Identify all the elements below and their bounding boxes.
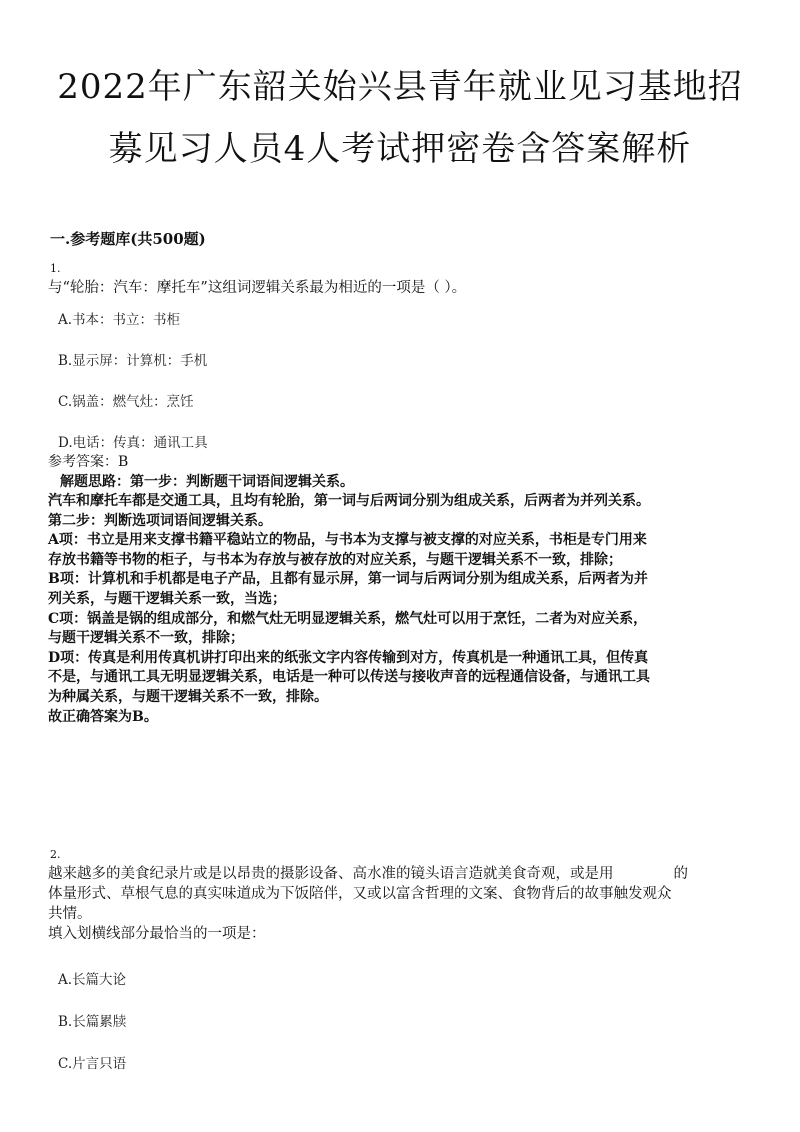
question-number: 2. [50,848,61,861]
explanation-line: 故正确答案为B。 [48,708,158,725]
question-1 [48,262,758,727]
option-list [48,970,758,1074]
question-text-part: 的 [673,866,688,882]
question-text: 与“轮胎：汽车：摩托车”这组词逻辑关系最为相近的一项是（ ）。 [48,280,467,296]
option-b: B.长篇累牍 [58,1014,127,1030]
question-prompt: 填入划横线部分最恰当的一项是： [48,926,266,942]
option-list [48,310,758,453]
title-line-1: 2022年广东韶关始兴县青年就业见习基地招 [57,67,743,107]
explanation-line: 存放书籍等书物的柜子，与书本为存放与被存放的对应关系，与题干逻辑关系不一致，排除； [48,551,622,568]
question-text: 共情。 [48,906,92,922]
question-2 [48,848,758,1096]
answer-block [48,453,758,727]
title-line-2: 募见习人员4人考试押密卷含答案解析 [108,129,692,169]
fill-in-blank [614,864,674,878]
option-a: A.长篇大论 [58,972,127,988]
option-c: C.片言只语 [58,1056,127,1072]
explanation-line: D项：传真是利用传真机讲打印出来的纸张文字内容传输到对方，传真机是一种通讯工具，但传真 [48,649,649,666]
option-c: C.锅盖：燃气灶：烹饪 [58,394,194,410]
explanation-line: B项：计算机和手机都是电子产品，且都有显示屏，第一词与后两词分别为组成关系，后两者为并 [48,571,648,588]
question-number: 1. [50,262,61,275]
explanation-line: 解题思路：第一步：判断题干词语间逻辑关系。 [60,473,354,490]
option-d: D.电话：传真：通讯工具 [58,435,208,451]
document-title [0,56,800,180]
question-text: 体量形式、草根气息的真实味道成为下饭陪伴，又或以富含哲理的文案、食物背后的故事触发观众 [48,886,672,902]
option-b: B.显示屏：计算机：手机 [58,353,208,369]
explanation-line: 为种属关系，与题干逻辑关系不一致，排除。 [48,689,328,706]
reference-answer: 参考答案：B [48,454,129,470]
explanation-line: 与题干逻辑关系不一致，排除； [48,630,244,647]
explanation-line: 汽车和摩托车都是交通工具，且均有轮胎，第一词与后两词分别为组成关系，后两者为并列关系。 [48,493,650,510]
explanation-line: 第二步：判断选项词语间逻辑关系。 [48,512,272,529]
question-text [48,864,758,884]
section-title: 一.参考题库(共500题) [50,230,206,248]
option-a: A.书本：书立：书柜 [58,312,181,328]
explanation-line: A项：书立是用来支撑书籍平稳站立的物品，与书本为支撑与被支撑的对应关系，书柜是专门用来 [48,532,647,549]
explanation-line: C项：锅盖是锅的组成部分，和燃气灶无明显逻辑关系，燃气灶可以用于烹饪，二者为对应关系， [48,610,648,627]
explanation-line: 列关系，与题干逻辑关系一致，当选； [48,591,286,608]
question-text-part: 越来越多的美食纪录片或是以昂贵的摄影设备、高水准的镜头语言造就美食奇观，或是用 [48,866,614,882]
explanation-line: 不是，与通讯工具无明显逻辑关系，电话是一种可以传送与接收声音的远程通信设备，与通讯工具 [48,669,650,686]
